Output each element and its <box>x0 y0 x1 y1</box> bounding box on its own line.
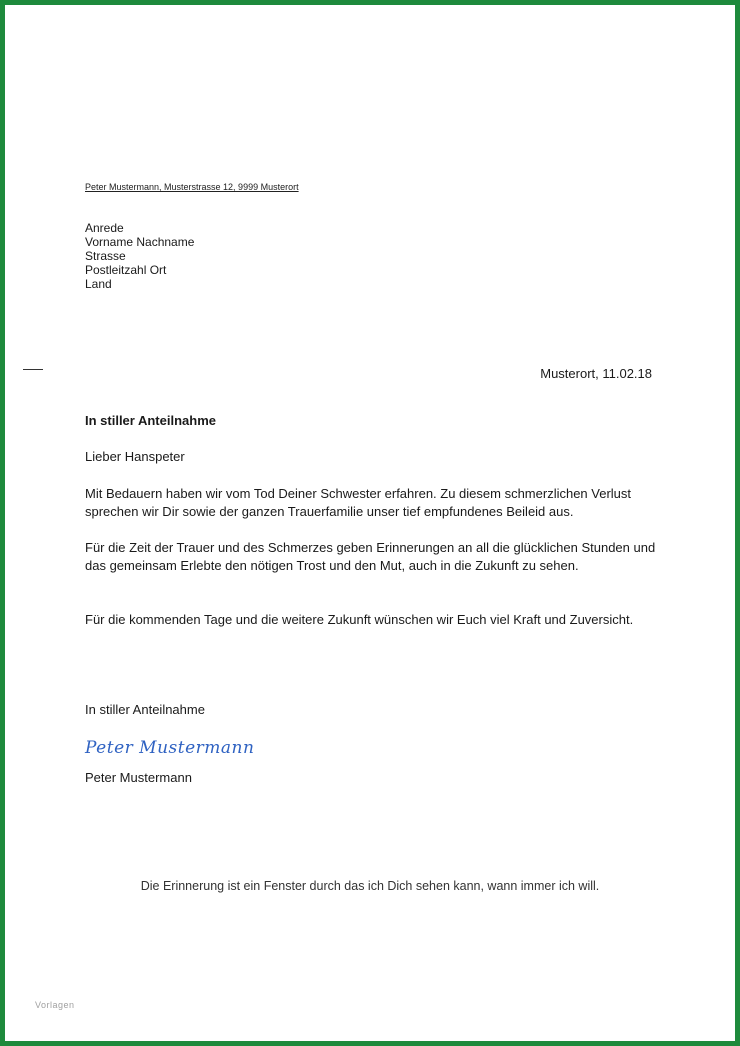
body-paragraph: Für die kommenden Tage und die weitere Zukunft wünschen wir Euch viel Kraft und Zuversicht. <box>85 612 634 627</box>
recipient-postal-city: Postleitzahl Ort <box>85 263 167 277</box>
body-paragraph: Mit Bedauern haben wir vom Tod Deiner Schwester erfahren. Zu diesem schmerzlichen Verlust sprechen wir Dir sowie der ganzen Trauerfamilie unser tief empfundenes Beileid aus. <box>85 486 632 519</box>
recipient-street: Strasse <box>85 249 126 263</box>
closing-phrase: In stiller Anteilnahme <box>85 702 205 717</box>
handwritten-signature: Peter Mustermann <box>85 738 255 758</box>
recipient-country: Land <box>85 277 112 291</box>
place-date: Musterort, 11.02.18 <box>540 366 652 381</box>
letter-subject: In stiller Anteilnahme <box>85 413 216 428</box>
recipient-address-block <box>85 221 194 291</box>
recipient-name: Vorname Nachname <box>85 235 195 249</box>
footer-watermark: Vorlagen <box>35 1000 75 1010</box>
body-paragraph: Für die Zeit der Trauer und des Schmerzes geben Erinnerungen an all die glücklichen Stunden und das gemeinsam Erlebte den nötigen Trost und den Mut, auch in die Zukunft zu sehen. <box>85 540 656 573</box>
greeting: Lieber Hanspeter <box>85 449 185 464</box>
fold-mark <box>23 369 43 370</box>
memorial-quote: Die Erinnerung ist ein Fenster durch das ich Dich sehen kann, wann immer ich will. <box>140 879 600 893</box>
signer-name: Peter Mustermann <box>85 770 192 785</box>
recipient-salutation-title: Anrede <box>85 221 124 235</box>
sender-address-line: Peter Mustermann, Musterstrasse 12, 9999 Musterort <box>85 182 299 192</box>
